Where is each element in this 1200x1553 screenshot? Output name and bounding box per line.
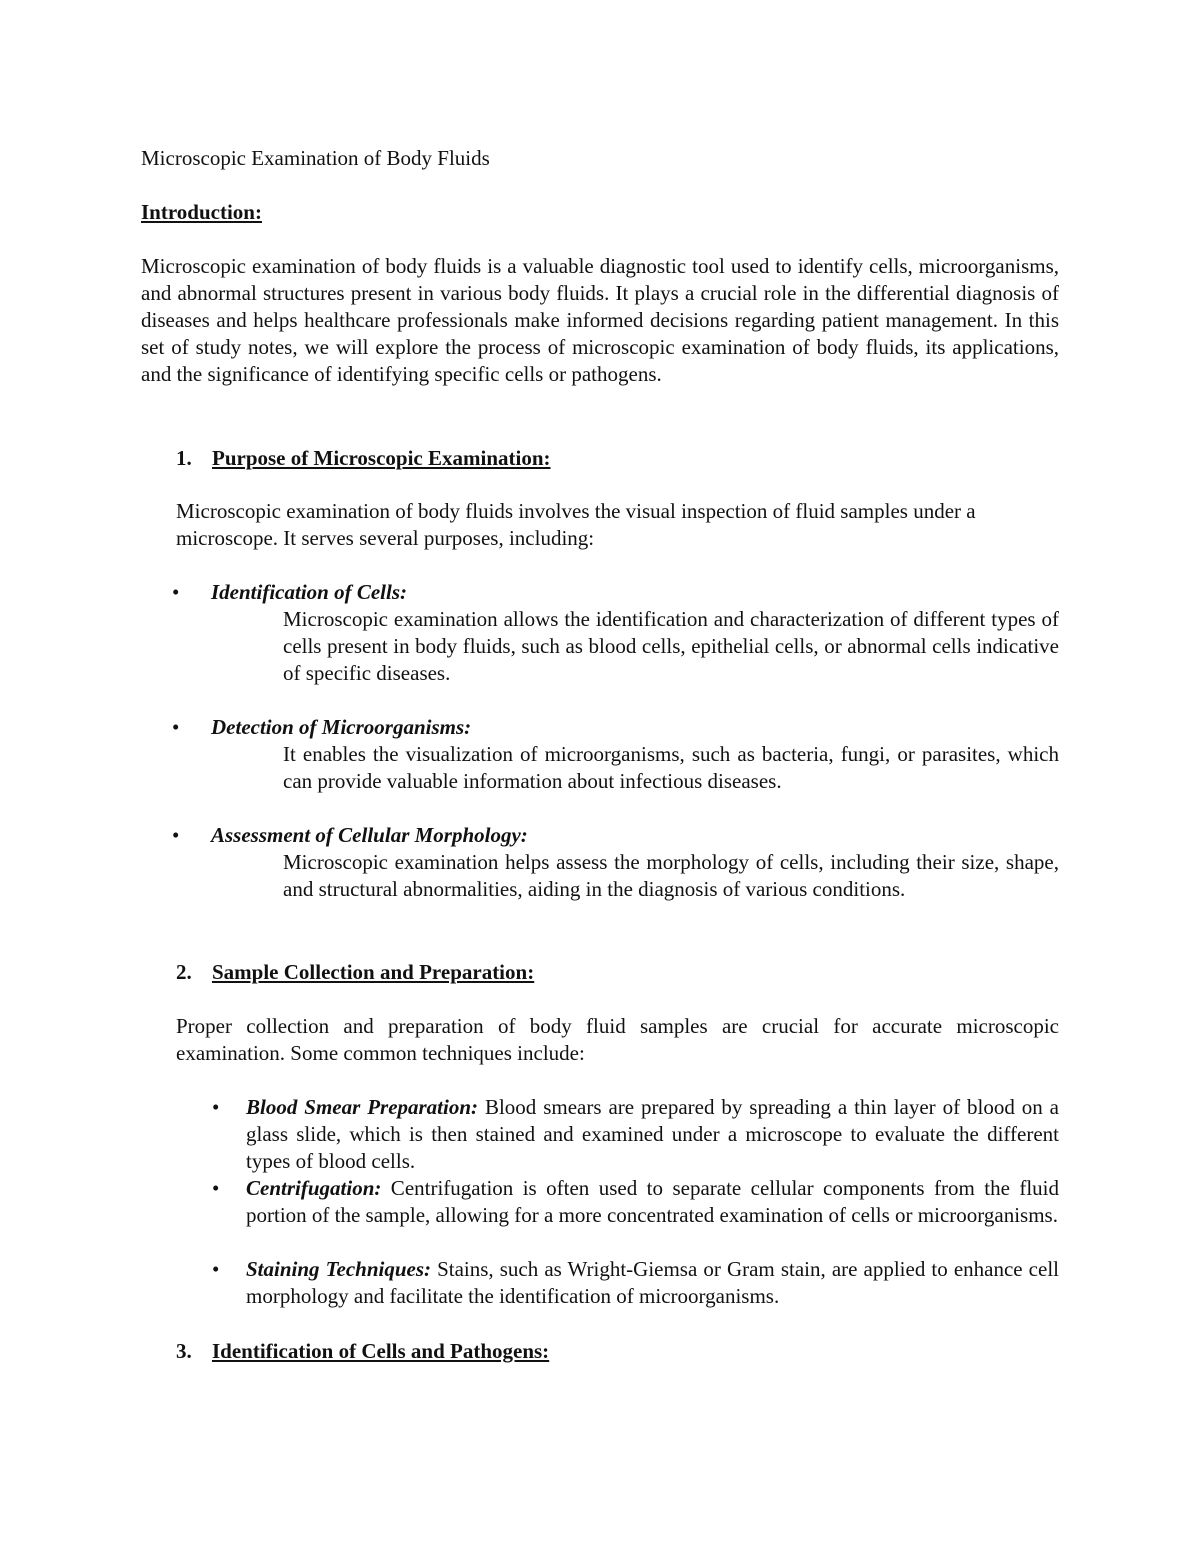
bullet-icon: • [212, 1176, 220, 1200]
list-item-term: Blood Smear Preparation: [246, 1095, 479, 1119]
list-item-description: It enables the visualization of microorganisms, such as bacteria, fungi, or parasites, which can provide valuable information about infectious diseases. [283, 742, 1059, 793]
section-3-heading [176, 1338, 549, 1365]
section-1-title: Purpose of Microscopic Examination: [212, 446, 551, 470]
list-item-paragraph [246, 1094, 1059, 1175]
section-2-number: 2. [176, 960, 192, 984]
list-item-paragraph [246, 1256, 1059, 1310]
section-2-heading [176, 959, 534, 986]
list-item-term: Identification of Cells: [211, 580, 407, 604]
list-item-paragraph [246, 1175, 1059, 1229]
list-item-description: Stains, such as Wright-Giemsa or Gram stain, are applied to enhance cell morphology and facilitate the identification of microorganisms. [246, 1257, 1059, 1308]
list-item-term: Assessment of Cellular Morphology: [211, 823, 528, 847]
bullet-icon: • [172, 823, 180, 847]
list-item-term: Staining Techniques: [246, 1257, 432, 1281]
section-3-number: 3. [176, 1339, 192, 1363]
list-item-description: Microscopic examination allows the identification and characterization of different types of cells present in body fluids, such as blood cells, epithelial cells, or abnormal cells indicative of specific diseases. [283, 607, 1059, 685]
list-item-term: Centrifugation: [246, 1176, 382, 1200]
bullet-icon: • [212, 1257, 220, 1281]
list-item-description: Centrifugation is often used to separate cellular components from the fluid portion of the sample, allowing for a more concentrated examination of cells or microorganisms. [246, 1176, 1059, 1227]
document-title: Microscopic Examination of Body Fluids [141, 146, 490, 170]
bullet-icon: • [172, 715, 180, 739]
section-3-title: Identification of Cells and Pathogens: [212, 1339, 550, 1363]
section-2-paragraph: Proper collection and preparation of body fluid samples are crucial for accurate microscopic examination. Some common techniques include: [176, 1014, 1059, 1065]
section-1-number: 1. [176, 446, 192, 470]
intro-paragraph: Microscopic examination of body fluids is a valuable diagnostic tool used to identify cells, microorganisms, and abnormal structures present in various body fluids. It plays a crucial role in the differential diagnosis of diseases and helps healthcare professionals make informed decisions regarding patient management. In this set of study notes, we will explore the process of microscopic examination of body fluids, its applications, and the significance of identifying specific cells or pathogens. [141, 254, 1059, 386]
list-item-description: Blood smears are prepared by spreading a thin layer of blood on a glass slide, which is then stained and examined under a microscope to evaluate the different types of blood cells. [246, 1095, 1059, 1173]
intro-heading: Introduction: [141, 200, 262, 224]
section-1-heading [176, 445, 551, 472]
section-2-title: Sample Collection and Preparation: [212, 960, 535, 984]
section-1-paragraph: Microscopic examination of body fluids involves the visual inspection of fluid samples under a microscope. It serves several purposes, including: [176, 499, 976, 550]
list-item-description: Microscopic examination helps assess the morphology of cells, including their size, shape, and structural abnormalities, aiding in the diagnosis of various conditions. [283, 850, 1059, 901]
bullet-icon: • [212, 1095, 220, 1119]
bullet-icon: • [172, 580, 180, 604]
list-item-term: Detection of Microorganisms: [211, 715, 472, 739]
